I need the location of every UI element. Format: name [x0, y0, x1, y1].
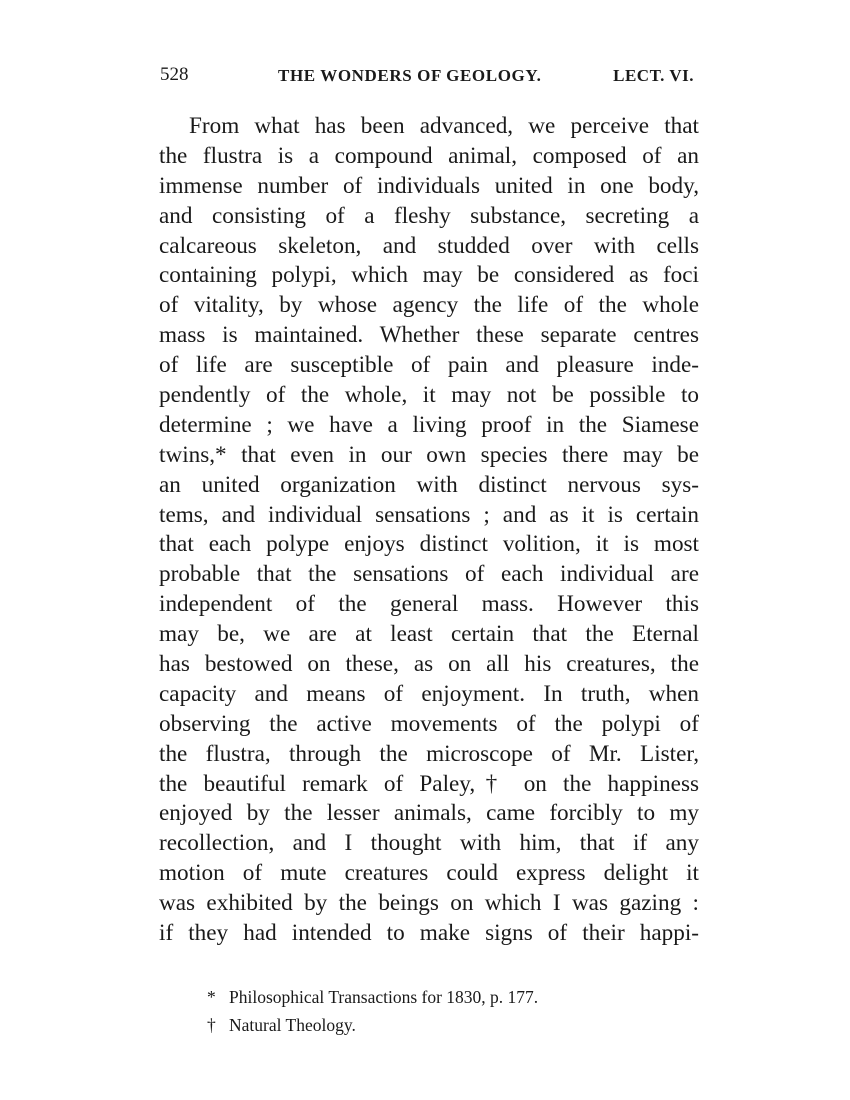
body-line: pendently of the whole, it may not be possible to: [159, 382, 699, 409]
body-line: independent of the general mass. However this: [159, 591, 699, 618]
body-text: [159, 112, 699, 949]
body-line: capacity and means of enjoyment. In truth, when: [159, 680, 699, 707]
body-line: of vitality, by whose agency the life of the whole: [159, 292, 699, 319]
body-line: immense number of individuals united in one body,: [159, 172, 699, 199]
running-title: THE WONDERS OF GEOLOGY.: [278, 66, 542, 85]
footnote-text: Philosophical Transactions for 1830, p. 177.: [229, 987, 539, 1007]
footnotes: [207, 983, 707, 1039]
body-line: motion of mute creatures could express delight it: [159, 860, 699, 887]
body-line: mass is maintained. Whether these separate centres: [159, 322, 699, 349]
body-line: was exhibited by the beings on which I was gazing :: [159, 890, 699, 917]
footnote-marker: †: [207, 1015, 216, 1035]
body-line: calcareous skeleton, and studded over with cells: [159, 232, 699, 259]
body-line: twins,* that even in our own species there may be: [159, 441, 699, 468]
lecture-reference: LECT. VI.: [613, 66, 694, 85]
page-number: 528: [160, 64, 189, 85]
footnote: [207, 983, 707, 1011]
body-line: tems, and individual sensations ; and as it is certain: [159, 501, 699, 528]
body-line: the flustra is a compound animal, composed of an: [159, 142, 699, 169]
running-header: [160, 64, 700, 88]
body-line: of life are susceptible of pain and pleasure inde-: [159, 352, 699, 379]
footnote-marker: *: [207, 987, 216, 1007]
body-line: containing polypi, which may be considered as foci: [159, 262, 699, 289]
body-line: From what has been advanced, we perceive that: [189, 113, 699, 139]
body-line: enjoyed by the lesser animals, came forcibly to my: [159, 800, 699, 827]
body-line: the flustra, through the microscope of Mr. Lister,: [159, 740, 699, 767]
body-line: recollection, and I thought with him, that if any: [159, 830, 699, 857]
body-line: if they had intended to make signs of their happi-: [159, 920, 699, 947]
body-line: an united organization with distinct nervous sys-: [159, 471, 699, 498]
footnote: [207, 1011, 707, 1039]
body-line: that each polype enjoys distinct volition, it is most: [159, 531, 699, 558]
body-line: probable that the sensations of each individual are: [159, 561, 699, 588]
body-line: observing the active movements of the polypi of: [159, 710, 699, 737]
body-line: and consisting of a fleshy substance, secreting a: [159, 202, 699, 229]
body-line: may be, we are at least certain that the Eternal: [159, 621, 699, 648]
body-line: the beautiful remark of Paley,† on the happiness: [159, 770, 699, 797]
body-line: has bestowed on these, as on all his creatures, the: [159, 651, 699, 678]
footnote-text: Natural Theology.: [229, 1015, 356, 1035]
body-line: determine ; we have a living proof in the Siamese: [159, 411, 699, 438]
